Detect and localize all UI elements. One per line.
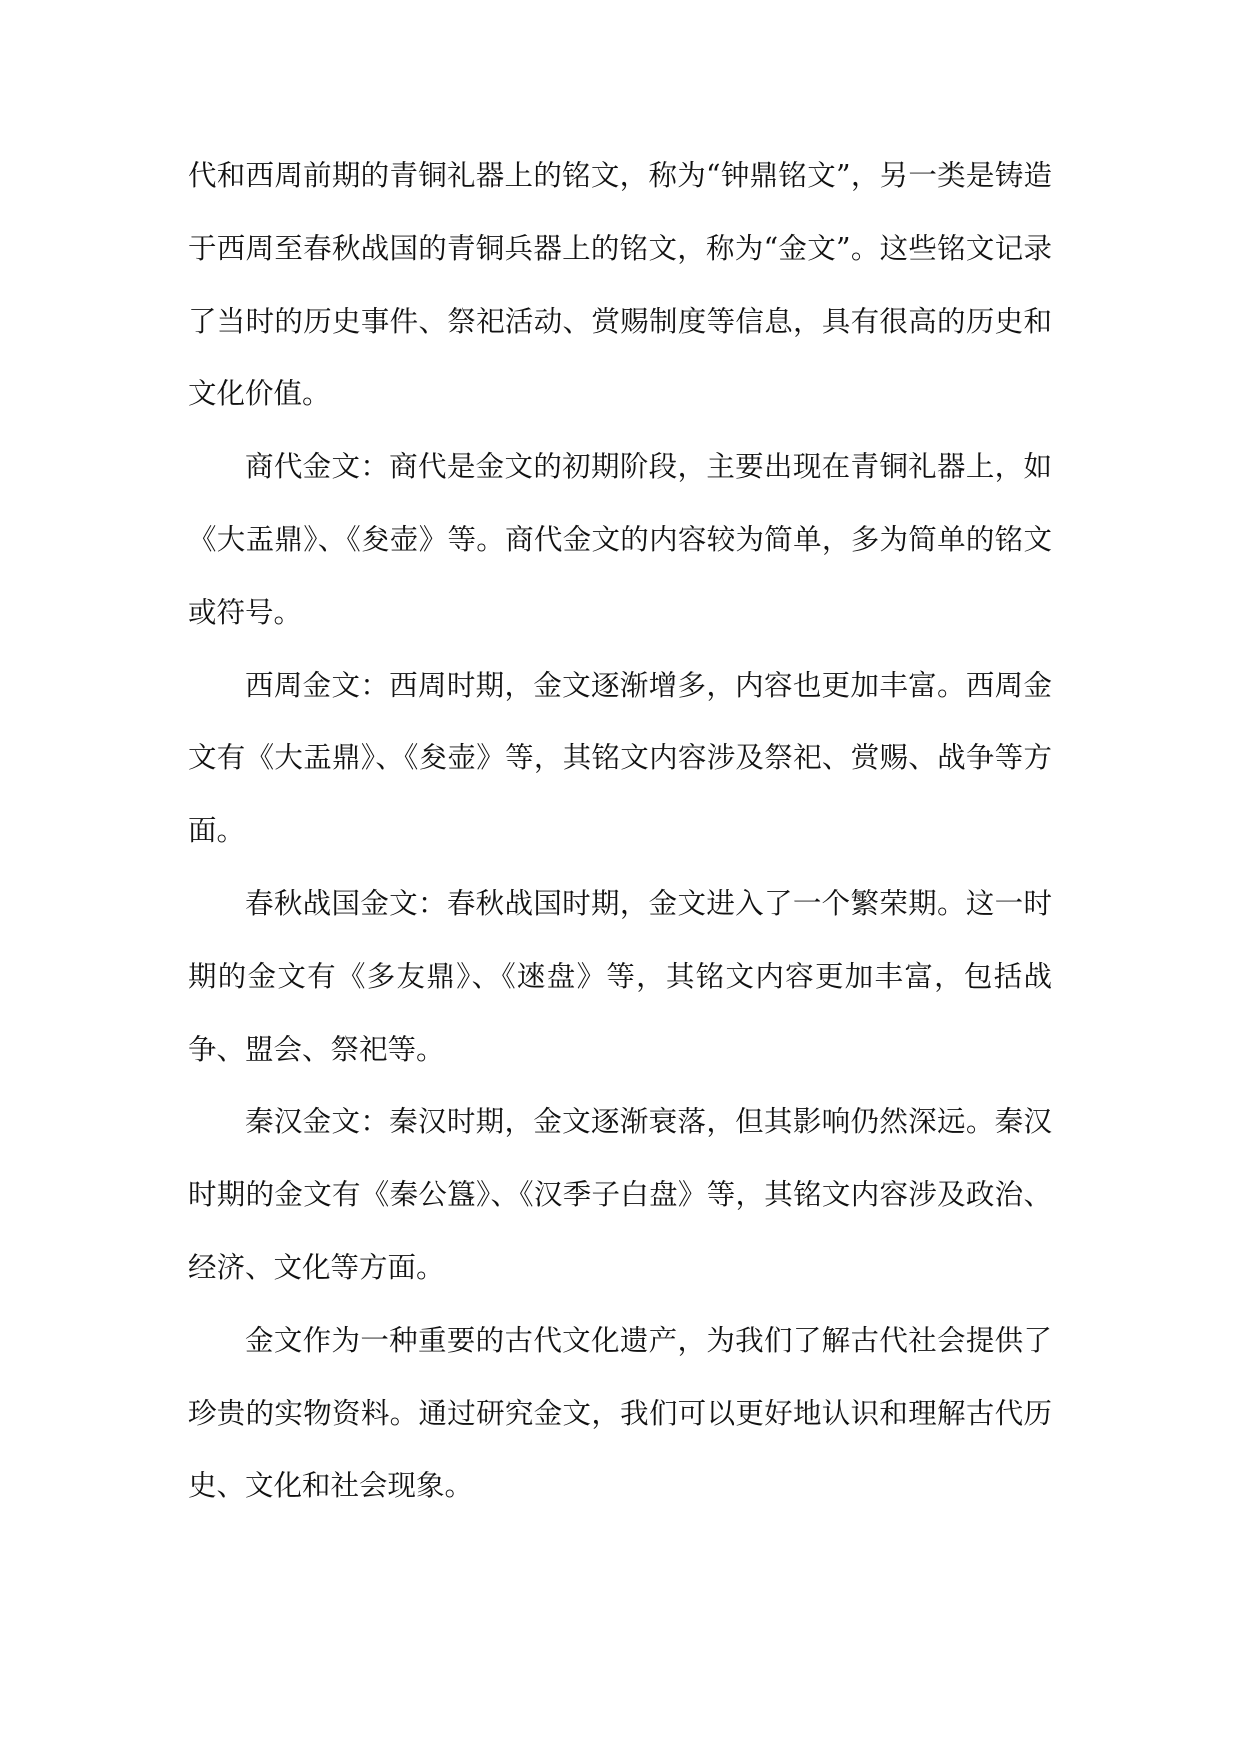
document-body (188, 140, 1052, 1523)
paragraph-western-zhou-bronze-inscriptions: 西周金文：西周时期，金文逐渐增多，内容也更加丰富。西周金文有《大盂鼎》、《夋壶》等，其铭文内容涉及祭祀、赏赐、战争等方面。 (188, 668, 1052, 848)
paragraph-conclusion: 金文作为一种重要的古代文化遗产，为我们了解古代社会提供了珍贵的实物资料。通过研究金文，我们可以更好地认识和理解古代历史、文化和社会现象。 (188, 1323, 1052, 1503)
paragraph-continuation: 代和西周前期的青铜礼器上的铭文，称为“钟鼎铭文”，另一类是铸造于西周至春秋战国的青铜兵器上的铭文，称为“金文”。这些铭文记录了当时的历史事件、祭祀活动、赏赐制度等信息，具有很高的历史和文化价值。 (188, 159, 1052, 411)
paragraph-spring-autumn-warring-states-bronze-inscriptions: 春秋战国金文：春秋战国时期，金文进入了一个繁荣期。这一时期的金文有《多友鼎》、《逨盘》等，其铭文内容更加丰富，包括战争、盟会、祭祀等。 (188, 886, 1052, 1066)
paragraph-qin-han-bronze-inscriptions: 秦汉金文：秦汉时期，金文逐渐衰落，但其影响仍然深远。秦汉时期的金文有《秦公簋》、《汉季子白盘》等，其铭文内容涉及政治、经济、文化等方面。 (188, 1105, 1052, 1284)
paragraph-shang-bronze-inscriptions: 商代金文：商代是金文的初期阶段，主要出现在青铜礼器上，如《大盂鼎》、《夋壶》等。商代金文的内容较为简单，多为简单的铭文或符号。 (188, 450, 1052, 629)
